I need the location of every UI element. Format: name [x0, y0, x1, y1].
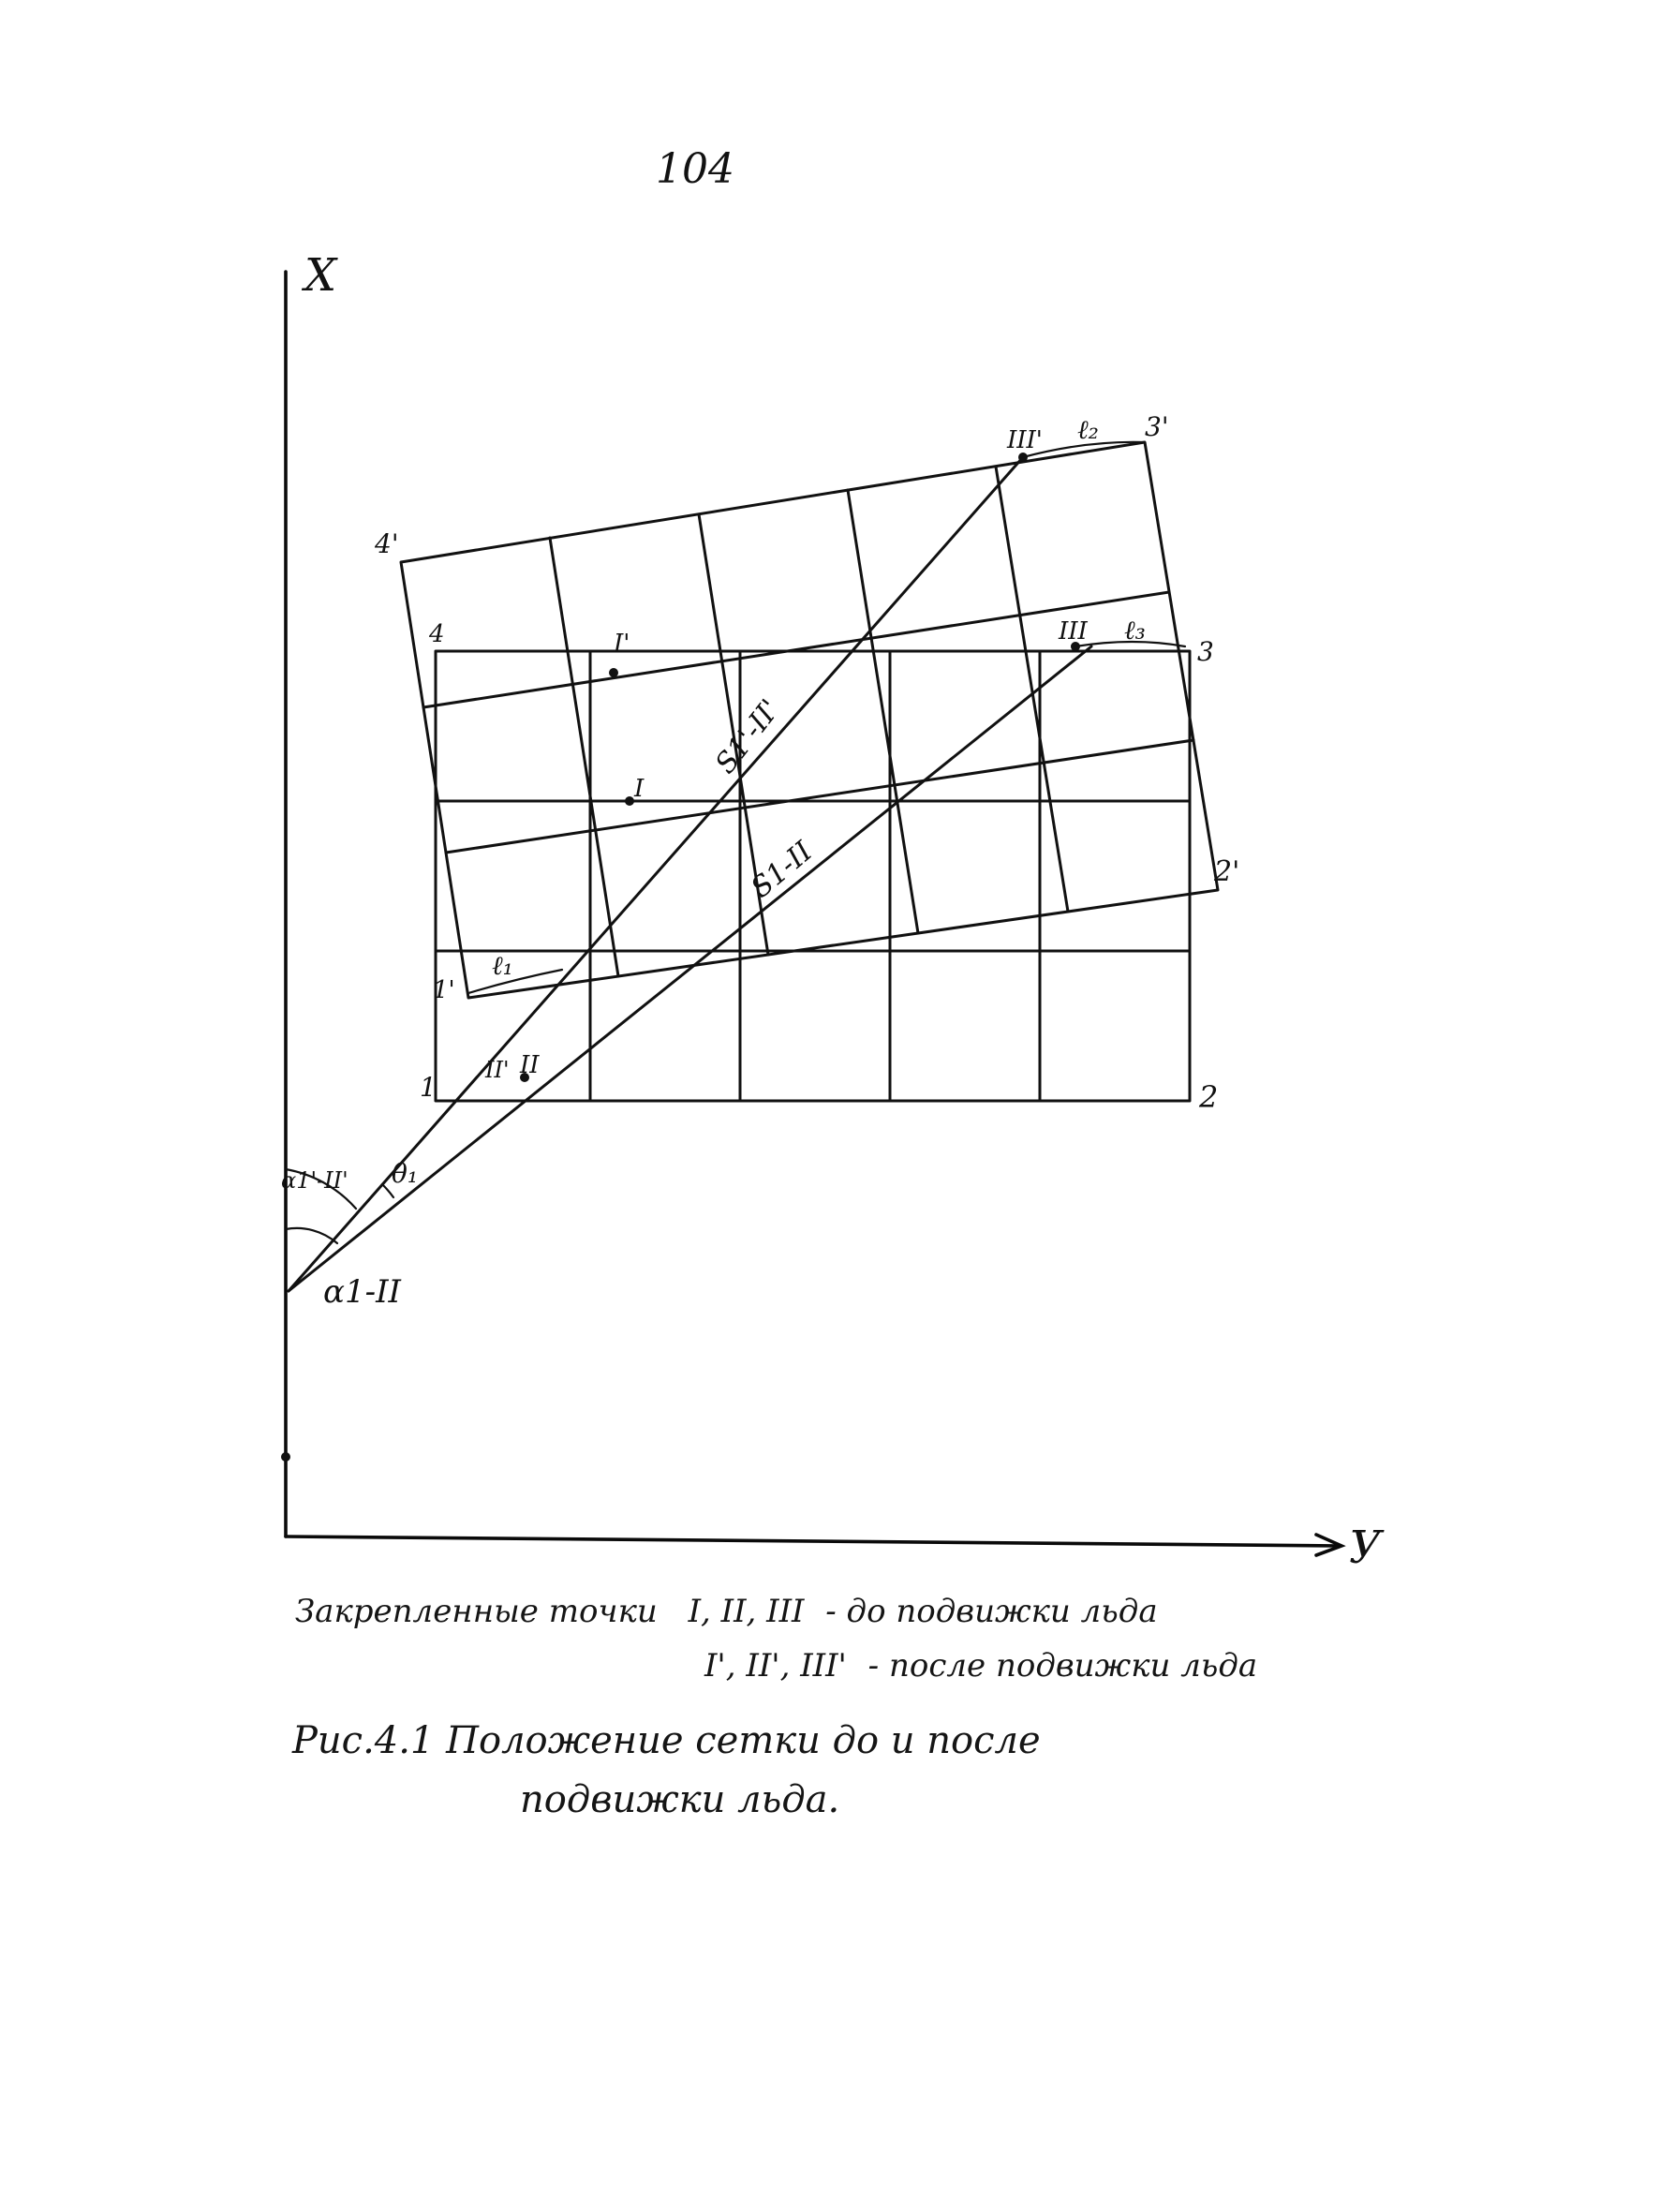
- figure-caption-line-1: Рис.4.1 Положение сетки до и после: [292, 1719, 1041, 1762]
- point-label-ii: II: [520, 1051, 540, 1079]
- label-alpha-after: α1'-II': [281, 1167, 348, 1194]
- grid-after: [401, 442, 1218, 998]
- label-theta: θ₁: [392, 1158, 419, 1189]
- point-labels: [484, 426, 1089, 1083]
- measure-labels: [281, 414, 1146, 1311]
- grid-before: [436, 651, 1190, 1101]
- axis-reference-dot: [281, 1452, 290, 1462]
- figure-caption-line-2: подвижки льда.: [520, 1778, 840, 1821]
- label-s-before: S1-II: [745, 835, 820, 905]
- point-label-ip: I': [614, 630, 630, 658]
- label-alpha-before: α1-II: [323, 1273, 401, 1311]
- l1-displacement-mark: [468, 970, 562, 993]
- corner-label-1: 1: [420, 1072, 437, 1103]
- grid-before-outline: [436, 651, 1190, 1101]
- page-number: 104: [656, 145, 734, 193]
- y-axis-label: У: [1349, 1522, 1382, 1574]
- y-axis-line: [286, 1537, 1340, 1546]
- legend-line-2-text: - после подвижки льда: [867, 1647, 1258, 1685]
- legend-line-1-text: - до подвижки льда: [825, 1593, 1158, 1630]
- corner-label-3: 3: [1197, 636, 1214, 667]
- legend-line-2: [704, 1647, 1257, 1685]
- corner-label-4: 4: [429, 620, 445, 648]
- point-label-i: I: [634, 775, 645, 803]
- coordinate-axes: [286, 249, 1385, 1574]
- x-axis-label: X: [304, 249, 337, 302]
- corner-label-3-prime: 3': [1145, 411, 1169, 442]
- corner-label-2-prime: 2': [1214, 855, 1240, 888]
- point-label-iii: III: [1059, 617, 1088, 646]
- grid-after-outline: [401, 442, 1218, 998]
- label-l2: ℓ₂: [1077, 414, 1099, 445]
- grid-after-col-line: [996, 467, 1068, 912]
- label-l3: ℓ₃: [1124, 615, 1146, 646]
- grid-after-row-line: [446, 740, 1193, 853]
- baseline-s1-ii: [289, 646, 1091, 1291]
- point-label-iip: II': [485, 1057, 510, 1083]
- legend-line-1-points: I, II, III: [688, 1593, 805, 1630]
- grid-after-col-line: [848, 490, 918, 933]
- legend-line-1-prefix: Закрепленные точки: [295, 1593, 658, 1630]
- corner-labels: [374, 411, 1239, 1115]
- label-s-after: S1'-II': [708, 693, 787, 780]
- legend-line-1: [295, 1593, 1158, 1630]
- corner-label-2: 2: [1199, 1079, 1219, 1115]
- point-ip-marker: [609, 668, 618, 677]
- corner-label-1-prime: 1': [433, 976, 455, 1004]
- point-label-iiip: III': [1007, 426, 1043, 454]
- corner-label-4-prime: 4': [375, 528, 399, 559]
- label-l1: ℓ₁: [492, 950, 513, 981]
- point-i-marker: [625, 796, 634, 806]
- grid-after-col-line: [550, 538, 618, 976]
- legend-line-2-points: I', II', III': [704, 1647, 847, 1685]
- alpha-before-arc: [286, 1228, 337, 1243]
